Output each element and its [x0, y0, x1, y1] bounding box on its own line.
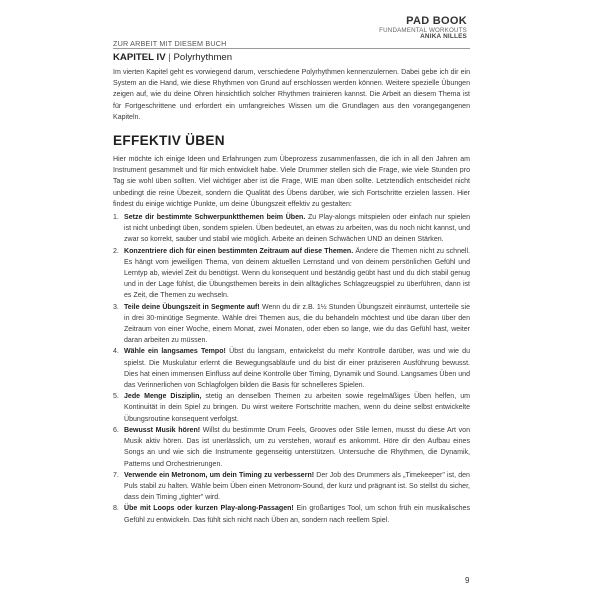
tip-lead: Übe mit Loops oder kurzen Play-along-Passagen! [124, 505, 294, 513]
tip-body: Wenn du dir z.B. 1½ Stunden Übungszeit einräumst, unterteile sie in drei 30-minütige Segmente. Wähle drei Themen aus, die du behandeln möchtest und übe daran über den Zeitraum von einer Woche, einem Monat, zwei Monaten, oder eben so lange, wie du das Gefühl hast, weiter daran arbeiten zu müssen. [124, 303, 470, 345]
tip-lead: Wähle ein langsames Tempo! [124, 348, 226, 356]
tip-lead: Verwende ein Metronom, um dein Timing zu verbessern! [124, 471, 315, 479]
header-divider [113, 48, 470, 49]
tip-item-7 [113, 470, 470, 504]
chapter-label: KAPITEL IV [113, 52, 166, 63]
tip-lead: Teile deine Übungszeit in Segmente auf! [124, 303, 260, 311]
tip-body: Übst du langsam, entwickelst du mehr Kontrolle darüber, was und wie du spielst. Die Muskulatur erlernt die Bewegungsabläufe und du bist dir einer präziseren Ausführung bewusst. Dies hat einen immensen Einfluss auf deine Kontrolle über Timing, Dynamik und Sound. Langsames Üben und das Verinnerlichen von Schlagfolgen bilden die Basis für schnelleres Spielen. [124, 348, 470, 390]
tip-body: Zu Play-alongs mitspielen oder einfach nur spielen ist nicht unbedingt üben, sondern spielen. Üben bedeutet, an etwas zu arbeiten, was du noch nicht kannst, und zwar so korrekt, sauber und stabil wie möglich. Arbeite an deinen Schwächen UND an deinen Stärken. [124, 214, 470, 244]
chapter-intro: Im vierten Kapitel geht es vorwiegend darum, verschiedene Polyrhythmen kennenzulernen. Dabei gebe ich dir ein System an die Hand, wie diese Rhythmen von Grund auf erschlossen werden können. Weitere spezielle Übungen zeigen auf, wie du deine Ohren hinsichtlich solcher Rhythmen trainieren kannst. Die Arbeit an diesem Thema ist für Fortgeschrittene und erfordert ein umfangreiches Wissen um die Grundlagen aus den vorangegangenen Kapiteln. [113, 69, 470, 121]
tip-lead: Jede Menge Disziplin, [124, 393, 202, 401]
tip-item-3 [113, 302, 470, 347]
tip-lead: Bewusst Musik hören! [124, 426, 201, 434]
chapter-heading [113, 52, 470, 63]
tip-lead: Konzentriere dich für einen bestimmten Zeitraum auf diese Themen. [124, 247, 354, 255]
tip-number: 5. [113, 393, 119, 401]
tip-number: 3. [113, 303, 119, 311]
tip-item-5 [113, 391, 470, 425]
tip-body: stetig an denselben Themen zu arbeiten sowie regelmäßiges Üben helfen, um Kontinuität in dein Spiel zu bringen. Du wirst weitere Fortschritte machen, wenn du deine selbst entwickelte Übungsroutine konsequent verfolgst. [124, 393, 471, 423]
tip-body: Der Job des Drummers als „Timekeeper" ist, den Puls stabil zu halten. Wähle beim Üben einen Metronom-Sound, der kurz und prägnant ist. So stellst du sicher, dass dein Timing „tighter" wird. [124, 471, 470, 502]
tip-item-2 [113, 246, 470, 302]
book-subtitle: FUNDAMENTAL WORKOUTS [379, 26, 467, 34]
tip-number: 4. [113, 348, 119, 356]
tip-number: 6. [113, 426, 119, 434]
chapter-topic: Polyrhythmen [173, 52, 233, 63]
page-number: 9 [465, 576, 470, 585]
section-title: EFFEKTIV ÜBEN [113, 133, 225, 149]
tip-body: Willst du bestimmte Drum Feels, Grooves oder Stile lernen, musst du diese Art von Musik aktiv hören. Das ist unerlässlich, um zu verstehen, worauf es ankommt. Höre dir den Aufbau eines Songs an und wie sich die Instrumente gegenseitig unterstützen. Untersuche die Rhythmen, die Dynamik, Patterns und Orchestrierungen. [124, 426, 470, 468]
running-head: ZUR ARBEIT MIT DIESEM BUCH [113, 39, 227, 48]
tip-item-6 [113, 425, 470, 470]
section-intro: Hier möchte ich einige Ideen und Erfahrungen zum Übeprozess zusammenfassen, die ich in all den Jahren am Instrument gesammelt und für mich entwickelt habe. Viele Drummer stellen sich die Frage, wie viele Stunden pro Tag sie wohl üben sollten. Viel wichtiger aber ist die Frage, WIE man üben sollte. Letztendlich entscheidet nicht unbedingt die reine Übezeit, sondern die Qualität des Übens darüber, wie sich Fortschritte erzielen lassen. Hier findest du einige wichtige Punkte, um deine Übungszeit effektiv zu gestalten: [113, 156, 470, 208]
tip-number: 1. [113, 214, 119, 222]
tip-number: 7. [113, 471, 119, 479]
page-content [113, 52, 470, 526]
tips-list [113, 212, 470, 526]
tip-item-8 [113, 503, 470, 525]
chapter-separator: | [168, 52, 171, 63]
author-name: ANIKA NILLES [420, 33, 467, 41]
tip-number: 2. [113, 247, 119, 255]
tip-number: 8. [113, 505, 119, 513]
tip-body: Ändere die Themen nicht zu schnell. Es hängt vom jeweiligen Thema, von deinem aktuellen Lernstand und von deinem persönlichen Gefühl und Lerntyp ab, wieviel Zeit du benötigst. Wenn du konsequent und beständig geübt hast und du dich stabil genug und in der Lage fühlst, die Übungsthemen bereits in dein alltägliches Schlagzeugspiel zu überführen, dann ist es Zeit, die Themen zu wechseln. [124, 247, 470, 300]
book-title: PAD BOOK [406, 15, 467, 27]
tip-lead: Setze dir bestimmte Schwerpunktthemen beim Üben. [124, 214, 306, 222]
tip-item-1 [113, 212, 470, 246]
tip-body: Ein großartiges Tool, um schon früh ein musikalisches Gefühl zu entwickeln. Das fühlt sich nicht nach Üben an, sondern nach reellem Spiel. [124, 505, 470, 524]
tip-item-4 [113, 346, 470, 391]
book-brand [379, 16, 467, 41]
